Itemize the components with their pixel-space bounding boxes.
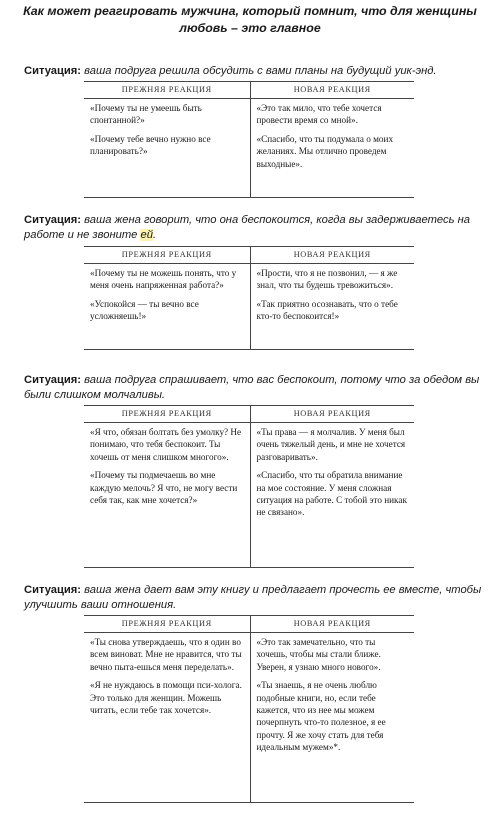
new-reaction: «Так приятно осознавать, что о тебе кто-то беспокоится!»: [256, 298, 398, 322]
reaction-table: [84, 405, 414, 568]
reaction-table: [84, 81, 414, 198]
situation-label: Ситуация:: [24, 65, 82, 77]
new-reaction-header: НОВАЯ РЕАКЦИЯ: [250, 616, 414, 633]
new-reaction: «Спасибо, что ты подумала о моих желаниях. Мы отлично проведем выходные».: [256, 133, 394, 169]
old-reaction: «Я что, обязан болтать без умолку? Не понимаю, что тебя беспокоит. Ты хочешь от меня слишком многого».: [90, 427, 242, 462]
old-reactions-cell: [84, 99, 250, 198]
new-reaction-header: НОВАЯ РЕАКЦИЯ: [250, 247, 414, 264]
highlighted-word: ей: [140, 229, 153, 241]
reaction-table: [84, 615, 414, 803]
situation-label: Ситуация:: [24, 214, 82, 226]
old-reaction-header: ПРЕЖНЯЯ РЕАКЦИЯ: [84, 616, 250, 633]
situation-description: ваша подруга спрашивает, что вас беспокоит, потому что за обедом вы были слишком молчаливы.: [24, 374, 480, 401]
situation-text: [0, 583, 500, 613]
new-reaction-header: НОВАЯ РЕАКЦИЯ: [250, 82, 414, 99]
old-reactions-cell: [84, 633, 250, 803]
old-reactions-cell: [84, 264, 250, 350]
situation-description: ваша жена дает вам эту книгу и предлагает прочесть ее вместе, чтобы улучшить ваши отношения.: [24, 584, 482, 611]
old-reaction: «Почему ты подмечаешь во мне каждую мелочь? Я что, не могу вести себя так, как мне хочется?»: [90, 470, 238, 506]
situation-text: [0, 373, 500, 403]
situation-text: [0, 64, 500, 79]
situation-label: Ситуация:: [24, 374, 82, 386]
new-reactions-cell: [250, 99, 414, 198]
old-reaction: «Успокойся — ты вечно все усложняешь!»: [90, 298, 199, 322]
new-reaction: «Это так замечательно, что ты хочешь, чтобы мы стали ближе. Уверен, я узнаю много нового».: [256, 637, 381, 672]
situation-label: Ситуация:: [24, 584, 82, 596]
old-reaction-header: ПРЕЖНЯЯ РЕАКЦИЯ: [84, 406, 250, 423]
reaction-table: [84, 246, 414, 350]
situation-description: ваша жена говорит, что она беспокоится, когда вы задерживаетесь на работе и не звоните: [24, 214, 470, 241]
new-reactions-cell: [250, 264, 414, 350]
old-reactions-cell: [84, 423, 250, 568]
new-reaction-header: НОВАЯ РЕАКЦИЯ: [250, 406, 414, 423]
old-reaction: «Почему ты не умеешь быть спонтанной?»: [90, 103, 202, 126]
old-reaction: «Почему тебе вечно нужно все планировать?»: [90, 133, 211, 157]
new-reaction: «Спасибо, что ты обратила внимание на мое состояние. У меня сложная ситуация на работе. С тобой это никак не связано».: [256, 470, 407, 518]
situation-description: ваша подруга решила обсудить с вами планы на будущий уик-энд.: [84, 65, 437, 77]
new-reactions-cell: [250, 423, 414, 568]
new-reaction: «Ты права — я молчалив. У меня был очень тяжелый день, и мне не хочется разговаривать».: [256, 427, 406, 462]
new-reaction: «Ты знаешь, я не очень люблю подобные книги, но, если тебе кажется, что из нее мы можем почерпнуть что-то полезное, я ее прочту. Я же хочу стать для тебя идеальным мужем»*.: [256, 680, 386, 753]
old-reaction: «Я не нуждаюсь в помощи пси-холога. Это только для женщин. Можешь читать, если тебе так хочется».: [90, 680, 242, 716]
old-reaction-header: ПРЕЖНЯЯ РЕАКЦИЯ: [84, 82, 250, 99]
old-reaction: «Ты снова утверждаешь, что я один во всем виноват. Мне не нравится, что ты вечно пыта-ешься меня переделать».: [90, 637, 242, 672]
new-reactions-cell: [250, 633, 414, 803]
situation-text: [0, 213, 500, 243]
old-reaction: «Почему ты не можешь понять, что у меня очень напряженная работа?»: [90, 268, 237, 291]
page-title: Как может реагировать мужчина, который помнит, что для женщины любовь – это главное: [23, 4, 477, 35]
new-reaction: «Это так мило, что тебе хочется провести время со мной».: [256, 103, 382, 126]
old-reaction-header: ПРЕЖНЯЯ РЕАКЦИЯ: [84, 247, 250, 264]
situation-description-end: .: [152, 229, 157, 241]
new-reaction: «Прости, что я не позвонил, — я же знал, что ты будешь тревожиться».: [256, 268, 398, 291]
